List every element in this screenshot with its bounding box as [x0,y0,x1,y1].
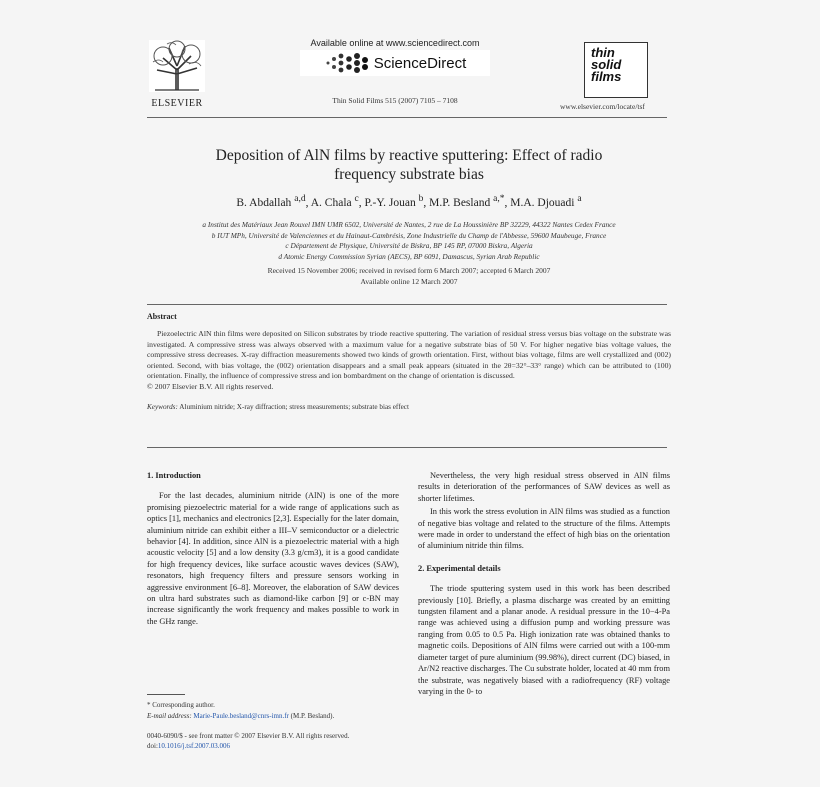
front-matter [147,731,407,751]
affiliation-a: a Institut des Matériaux Jean Rouxel IMN UMR 6502, Université de Nantes, 2 rue de La Houssinière BP 32229, 44322 Nantes Cedex France [202,220,616,229]
right-column [418,470,670,699]
elsevier-logo [147,40,207,109]
publisher-name: ELSEVIER [151,98,203,109]
section-1-paragraph: For the last decades, aluminium nitride (AlN) is one of the more promising piezoelectric material for a wide range of applications such as optics [1], mechanics and electronics [2,3]. Especially for the later domain, aluminium nitride can exhibit either a III–V semiconductor or a dielectric behavior [4]. In addition, since AlN is a piezoelectric material with a high acoustic velocity [5] and a low density (3.3 g/cm3), it is a good candidate for high frequency devices, like surface acoustic waves devices (SAW), resonators, high frequency filters and pressure sensors working in aggressive environment [6–8]. Moreover, the elaboration of SAW devices on ultra hard substrates such as diamond-like carbon [9] or c-BN may increase significantly the work frequency and makes possible to work in the GHz range. [147,491,399,626]
article-dates [147,266,671,287]
section-1-heading: 1. Introduction [147,471,201,480]
author-list: B. Abdallah $^{a,d}$, A. Chala $^c$, P.-Y. Jouan $^b$, M.P. Besland $^{a,*}$, M.A. Djouadi $^a$ [236,193,582,209]
received-dates: Received 15 November 2006; received in revised form 6 March 2007; accepted 6 March 2007 [267,266,551,275]
left-column [147,470,399,629]
elsevier-tree-icon [149,40,205,92]
footnote-rule [147,694,185,695]
sciencedirect-logo[interactable] [300,50,490,76]
affiliation-c: c Département de Physique, Université de Biskra, BP 145 RP, 07000 Biskra, Algeria [285,241,533,250]
email-owner: (M.P. Besland). [290,711,335,720]
affiliations [147,220,671,262]
email-label: E-mail address: [147,711,192,720]
doi-line [147,741,407,751]
right-paragraph-2: In this work the stress evolution in AlN films was studied as a function of negative bias voltage and related to the structure of the films. Attempts were made in order to understand the effect of high bias on the orientation of aluminium nitride thin films. [418,507,670,551]
footnotes [147,700,399,721]
doi-link[interactable]: 10.1016/j.tsf.2007.03.006 [157,742,231,750]
keywords-label: Keywords: [147,402,178,411]
journal-url[interactable]: www.elsevier.com/locate/tsf [560,102,645,111]
sciencedirect-wordmark: ScienceDirect [373,54,467,72]
abstract-copyright: © 2007 Elsevier B.V. All rights reserved. [147,381,274,391]
section-2-paragraph: The triode sputtering system used in this work has been described previously [10]. Briefly, a plasma discharge was created by an emitting tungsten filament and a planar anode. A residual pressure in the 10−4-Pa range was achieved using a diffusion pump and working pressure was ranging from 0.05 to 0.5 Pa. High ionization rate was obtained thanks to magnetic coils. Depositions of AlN films were carried out with a 100-mm diameter target of pure aluminium (99.98%), direct current (DC) biased, in Ar/N2 reactive discharges. The Cu substrate holder, located at 40 mm from the substrate, was negatively biased with a radiofrequency (RF) voltage varying in the 0- to [418,584,670,696]
journal-logo-text: thin solid films [591,45,622,84]
sciencedirect-header [300,38,490,105]
sciencedirect-dots-icon [324,52,370,74]
header-rule [147,117,667,118]
affiliation-b: b IUT MPh, Université de Valenciennes et du Hainaut-Cambrésis, Zone Industrielle du Champ de l'Abbesse, 59600 Maubeuge, France [211,230,607,240]
available-online-text: Available online at www.sciencedirect.com [310,38,480,48]
abstract-heading: Abstract [147,312,177,321]
article-title [147,146,671,184]
affiliation-d: d Atomic Energy Commission Syrian (AECS), BP 6091, Damascus, Syrian Arab Republic [278,251,540,261]
right-paragraph-1: Nevertheless, the very high residual stress observed in AlN films results in deterioration of the performances of SAW devices as well as shorter lifetimes. [418,471,670,503]
journal-reference: Thin Solid Films 515 (2007) 7105 – 7108 [332,96,458,105]
title-line-1: Deposition of AlN films by reactive sputtering: Effect of radio [215,147,603,164]
abstract-text: Piezoelectric AlN thin films were deposited on Silicon substrates by triode reactive sputtering. The variation of residual stress versus bias voltage on the substrate was investigated. A compressive stress was always observed with a maximum value for a negative substrate bias of 50 V. For higher negative bias voltage values, the compressive stress decreases. X-ray diffraction measurements showed two kinds of growth orientation. First, without bias voltage, films are well crystallized and (002) oriented. Second, with bias voltage, the (002) orientation disappears and a small peak appears (situated in the 2θ=32°–33° range) which can be attributed to (100) orientation. Finally, the influence of compressive stress and ion bombardment on the change of orientation is discussed. [147,329,671,381]
title-line-2: frequency substrate bias [334,166,484,183]
available-date: Available online 12 March 2007 [360,276,458,286]
corresponding-author-note: * Corresponding author. [147,701,215,709]
abstract-top-rule [147,304,667,305]
front-matter-text: 0040-6090/$ - see front matter © 2007 Elsevier B.V. All rights reserved. [147,732,350,740]
abstract-bottom-rule [147,447,667,448]
email-link[interactable]: Marie-Paule.besland@cnrs-imn.fr [193,711,289,720]
keywords-list: Aluminium nitride; X-ray diffraction; stress measurements; substrate bias effect [179,402,409,411]
abstract-section [147,306,671,411]
email-note [147,711,399,722]
keywords [147,403,671,411]
section-2-heading: 2. Experimental details [418,563,501,573]
doi-label: doi: [147,742,158,750]
journal-logo [584,42,648,98]
